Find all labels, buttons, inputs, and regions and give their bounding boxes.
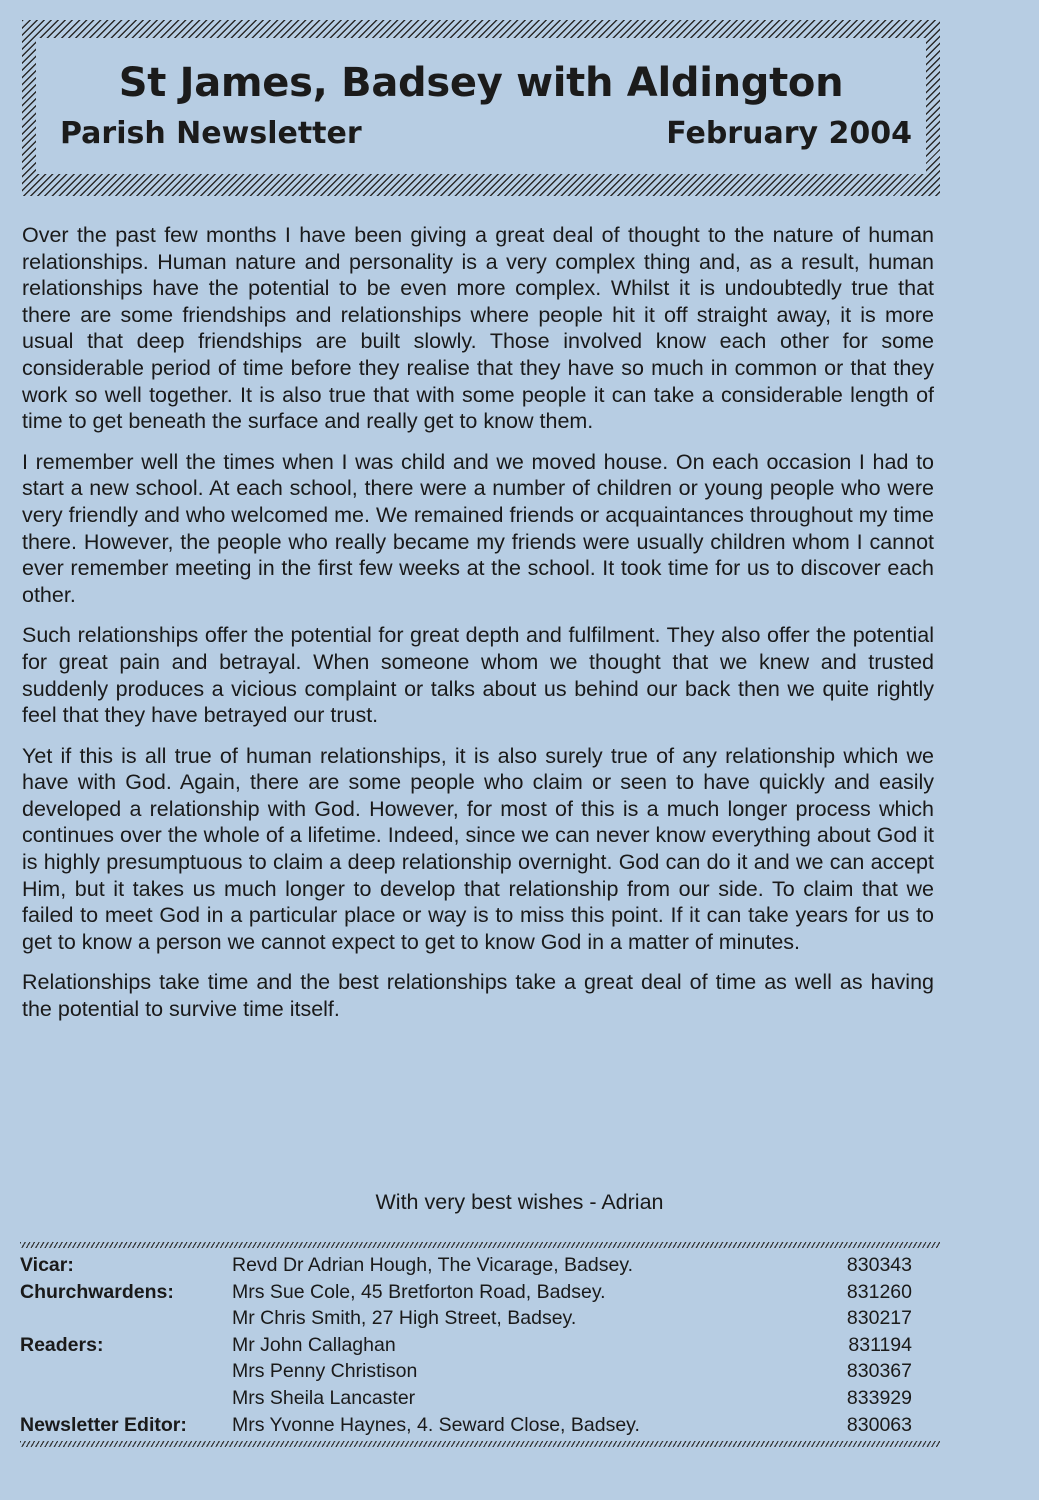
paragraph-2: I remember well the times when I was child and we moved house. On each occasion I had to start a new school. At each school, there were a number of children or young people who were very friendly and who welcomed me. We remained friends or acquaintances throughout my time there. However, the people who really became my friends were usually children whom I cannot ever remember meeting in the first few weeks at the school. It took time for us to discover each other. xyxy=(22,449,934,607)
contact-role: Newsletter Editor: xyxy=(20,1413,187,1436)
contact-role xyxy=(20,1358,232,1385)
newsletter-title: St James, Badsey with Aldington xyxy=(118,60,844,106)
paragraph-5: Relationships take time and the best relationships take a great deal of time as well as having the potential to survive time itself. xyxy=(22,970,934,1022)
contact-row xyxy=(20,1358,940,1385)
contact-name: Mrs Penny Christison xyxy=(232,1360,418,1383)
newsletter-date: February 2004 xyxy=(666,116,912,151)
contact-phone: 833929 xyxy=(846,1386,912,1409)
contact-phone: 831194 xyxy=(848,1333,912,1356)
contact-role xyxy=(20,1305,232,1332)
contact-row xyxy=(20,1412,940,1439)
paragraph-3: Such relationships offer the potential for great depth and fulfilment. They also offer the potential for great pain and betrayal. When someone whom we thought that we knew and trusted suddenly produces a vicious complaint or talks about us behind our back then we quite rightly feel that they have betrayed our trust. xyxy=(22,623,934,728)
contact-name: Revd Dr Adrian Hough, The Vicarage, Badsey. xyxy=(232,1254,634,1276)
contact-phone: 830367 xyxy=(846,1360,912,1383)
signoff: With very best wishes - Adrian xyxy=(375,1190,664,1214)
contact-row xyxy=(20,1279,940,1306)
contact-row xyxy=(20,1385,940,1412)
contact-phone: 830063 xyxy=(846,1413,912,1436)
contacts-top-rule xyxy=(20,1242,940,1248)
contacts-bottom-rule xyxy=(20,1441,940,1447)
contact-phone: 830217 xyxy=(846,1307,912,1330)
contact-role: Churchwardens: xyxy=(20,1280,174,1303)
contact-name: Mr John Callaghan xyxy=(232,1333,396,1356)
contact-role: Vicar: xyxy=(20,1254,74,1276)
contact-row xyxy=(20,1305,940,1332)
contact-name: Mrs Sue Cole, 45 Bretforton Road, Badsey. xyxy=(232,1280,606,1303)
contacts-table xyxy=(20,1252,940,1438)
contact-role xyxy=(20,1385,232,1412)
paragraph-1: Over the past few months I have been giving a great deal of thought to the nature of human relationships. Human nature and personality is a very complex thing and, as a result, human relationships have the potential to be even more complex. Whilst it is undoubtedly true that there are some friendships and relationships where people hit it off straight away, it is more usual that deep friendships are built slowly. Those involved know each other for some considerable period of time before they realise that they have so much in common or that they work so well together. It is also true that with some people it can take a considerable length of time to get beneath the surface and really get to know them. xyxy=(22,223,934,434)
masthead-frame xyxy=(22,20,940,196)
paragraph-4: Yet if this is all true of human relationships, it is also surely true of any relationship which we have with God. Again, there are some people who claim or seen to have quickly and easily developed a relationship with God. However, for most of this is a much longer process which continues over the whole of a lifetime. Indeed, since we can never know everything about God it is highly presumptuous to claim a deep relationship overnight. God can do it and we can accept Him, but it takes us much longer to develop that relationship from our side. To claim that we failed to meet God in a particular place or way is to miss this point. If it can take years for us to get to know a person we cannot expect to get to know God in a matter of minutes. xyxy=(22,743,934,954)
masthead-panel xyxy=(36,38,926,174)
contact-row xyxy=(20,1332,940,1359)
contact-role: Readers: xyxy=(20,1333,104,1356)
contact-name: Mrs Sheila Lancaster xyxy=(232,1386,416,1409)
contact-row xyxy=(20,1252,940,1279)
contact-name: Mrs Yvonne Haynes, 4. Seward Close, Badsey. xyxy=(232,1413,640,1436)
contact-name: Mr Chris Smith, 27 High Street, Badsey. xyxy=(232,1307,577,1330)
contact-phone: 831260 xyxy=(846,1280,912,1303)
vicar-letter xyxy=(22,222,934,1037)
contact-phone: 830343 xyxy=(846,1254,912,1276)
newsletter-subtitle: Parish Newsletter xyxy=(60,116,362,151)
